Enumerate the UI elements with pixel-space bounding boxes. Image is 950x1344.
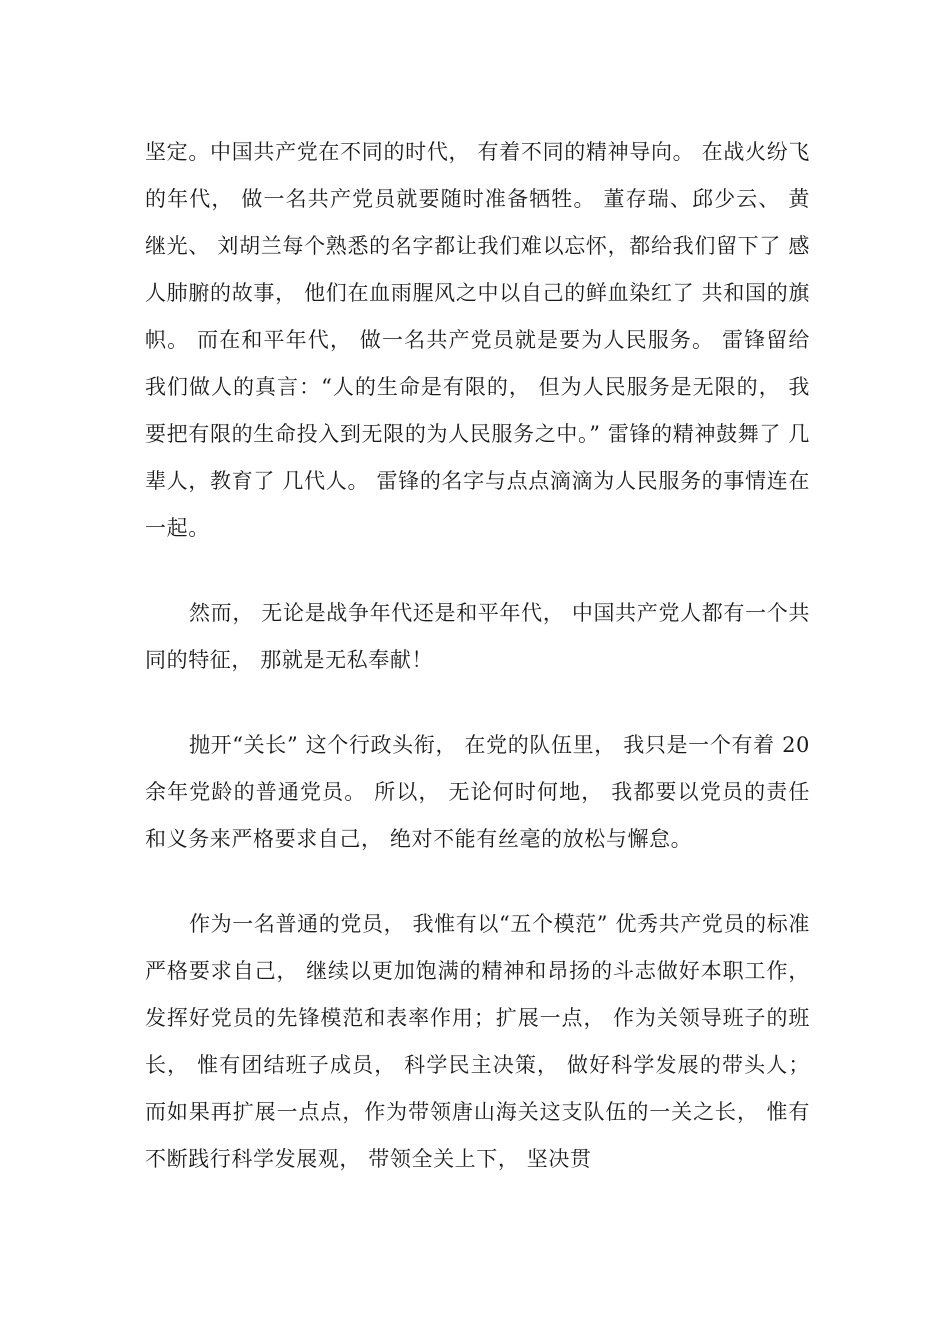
paragraph-common-feature: 然而， 无论是战争年代还是和平年代， 中国共产党人都有一个共同的特征， 那就是无私奉献！ bbox=[145, 601, 810, 672]
paragraph-five-models: 作为一名普通的党员， 我惟有以“五个模范” 优秀共产党员的标准严格要求自己， 继续以更加饱满的精神和昂扬的斗志做好本职工作， 发挥好党员的先锋模范和表率作用；扩展一点， 作为关领导班子的班长， 惟有团结班子成员， 科学民主决策， 做好科学发展的带头人；而如果再扩展一点点，作为带领唐山海关这支队伍的一关之长， 惟有不断践行科学发展观， 带领全关上下， 坚决贯 bbox=[145, 912, 810, 1171]
document-body bbox=[145, 129, 810, 1183]
paragraph-ordinary-member: 抛开“关长” 这个行政头衔， 在党的队伍里， 我只是一个有着 20 余年党龄的普通党员。 所以， 无论何时何地， 我都要以党员的责任和义务来严格要求自己， 绝对不能有丝毫的放松与懈怠。 bbox=[145, 733, 810, 851]
paragraph-continuation: 坚定。中国共产党在不同的时代， 有着不同的精神导向。 在战火纷飞的年代， 做一名共产党员就要随时准备牺牲。 董存瑞、邱少云、 黄继光、 刘胡兰每个熟悉的名字都让我们难以忘怀，都给我们留下了 感人肺腑的故事， 他们在血雨腥风之中以自己的鲜血染红了 共和国的旗帜。 而在和平年代， 做一名共产党员就是要为人民服务。 雷锋留给我们做人的真言：“人的生命是有限的， 但为人民服务是无限的， 我要把有限的生命投入到无限的为人民服务之中。” 雷锋的精神鼓舞了 几辈人，教育了 几代人。 雷锋的名字与点点滴滴为人民服务的事情连在一起。 bbox=[145, 140, 810, 540]
